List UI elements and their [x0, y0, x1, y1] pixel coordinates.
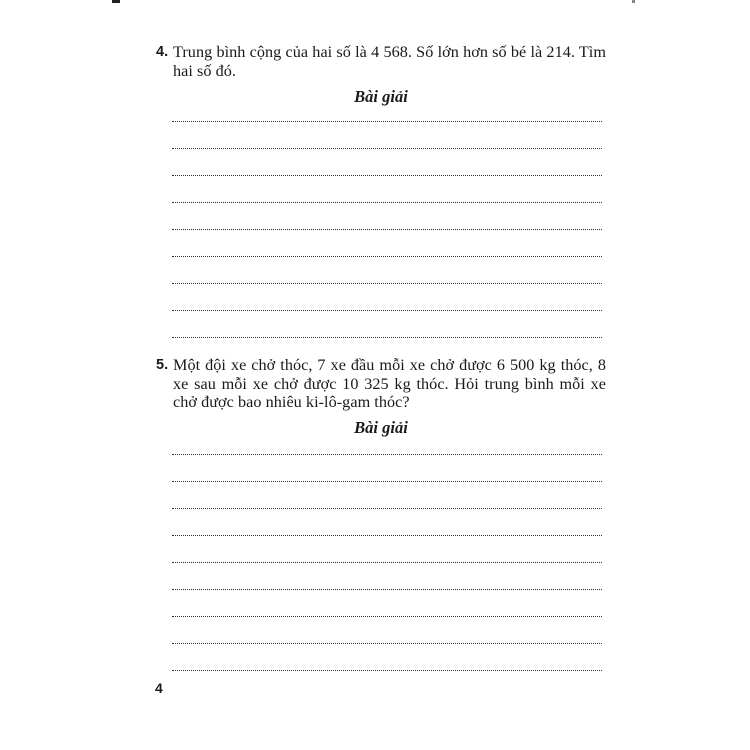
answer-line[interactable] [172, 310, 602, 311]
answer-line[interactable] [172, 175, 602, 176]
answer-line[interactable] [172, 535, 602, 536]
answer-line[interactable] [172, 670, 602, 671]
problem-5-statement [156, 356, 606, 412]
scan-edge-mark [632, 0, 635, 3]
problem-4-solution-heading: Bài giải [354, 87, 408, 106]
answer-line[interactable] [172, 616, 602, 617]
problem-5-solution-heading: Bài giải [354, 418, 408, 437]
answer-line[interactable] [172, 229, 602, 230]
answer-line[interactable] [172, 589, 602, 590]
answer-line[interactable] [172, 481, 602, 482]
scan-edge-mark [112, 0, 120, 3]
page-number: 4 [155, 680, 163, 696]
answer-line[interactable] [172, 256, 602, 257]
problem-5 [156, 356, 606, 437]
problem-4 [156, 43, 606, 106]
answer-line[interactable] [172, 148, 602, 149]
answer-line[interactable] [172, 283, 602, 284]
answer-line[interactable] [172, 202, 602, 203]
answer-line[interactable] [172, 454, 602, 455]
problem-4-statement [156, 43, 606, 80]
answer-line[interactable] [172, 337, 602, 338]
answer-line[interactable] [172, 562, 602, 563]
problem-4-number: 4. [156, 44, 169, 60]
problem-4-text: Trung bình cộng của hai số là 4 568. Số lớn hơn số bé là 214. Tìm hai số đó. [173, 43, 606, 80]
answer-line[interactable] [172, 121, 602, 122]
answer-line[interactable] [172, 508, 602, 509]
problem-5-number: 5. [156, 357, 169, 373]
answer-line[interactable] [172, 643, 602, 644]
problem-5-text: Một đội xe chở thóc, 7 xe đầu mỗi xe chở được 6 500 kg thóc, 8 xe sau mỗi xe chở được 10 325 kg thóc. Hỏi trung bình mỗi xe chở được bao nhiêu ki-lô-gam thóc? [173, 356, 606, 411]
